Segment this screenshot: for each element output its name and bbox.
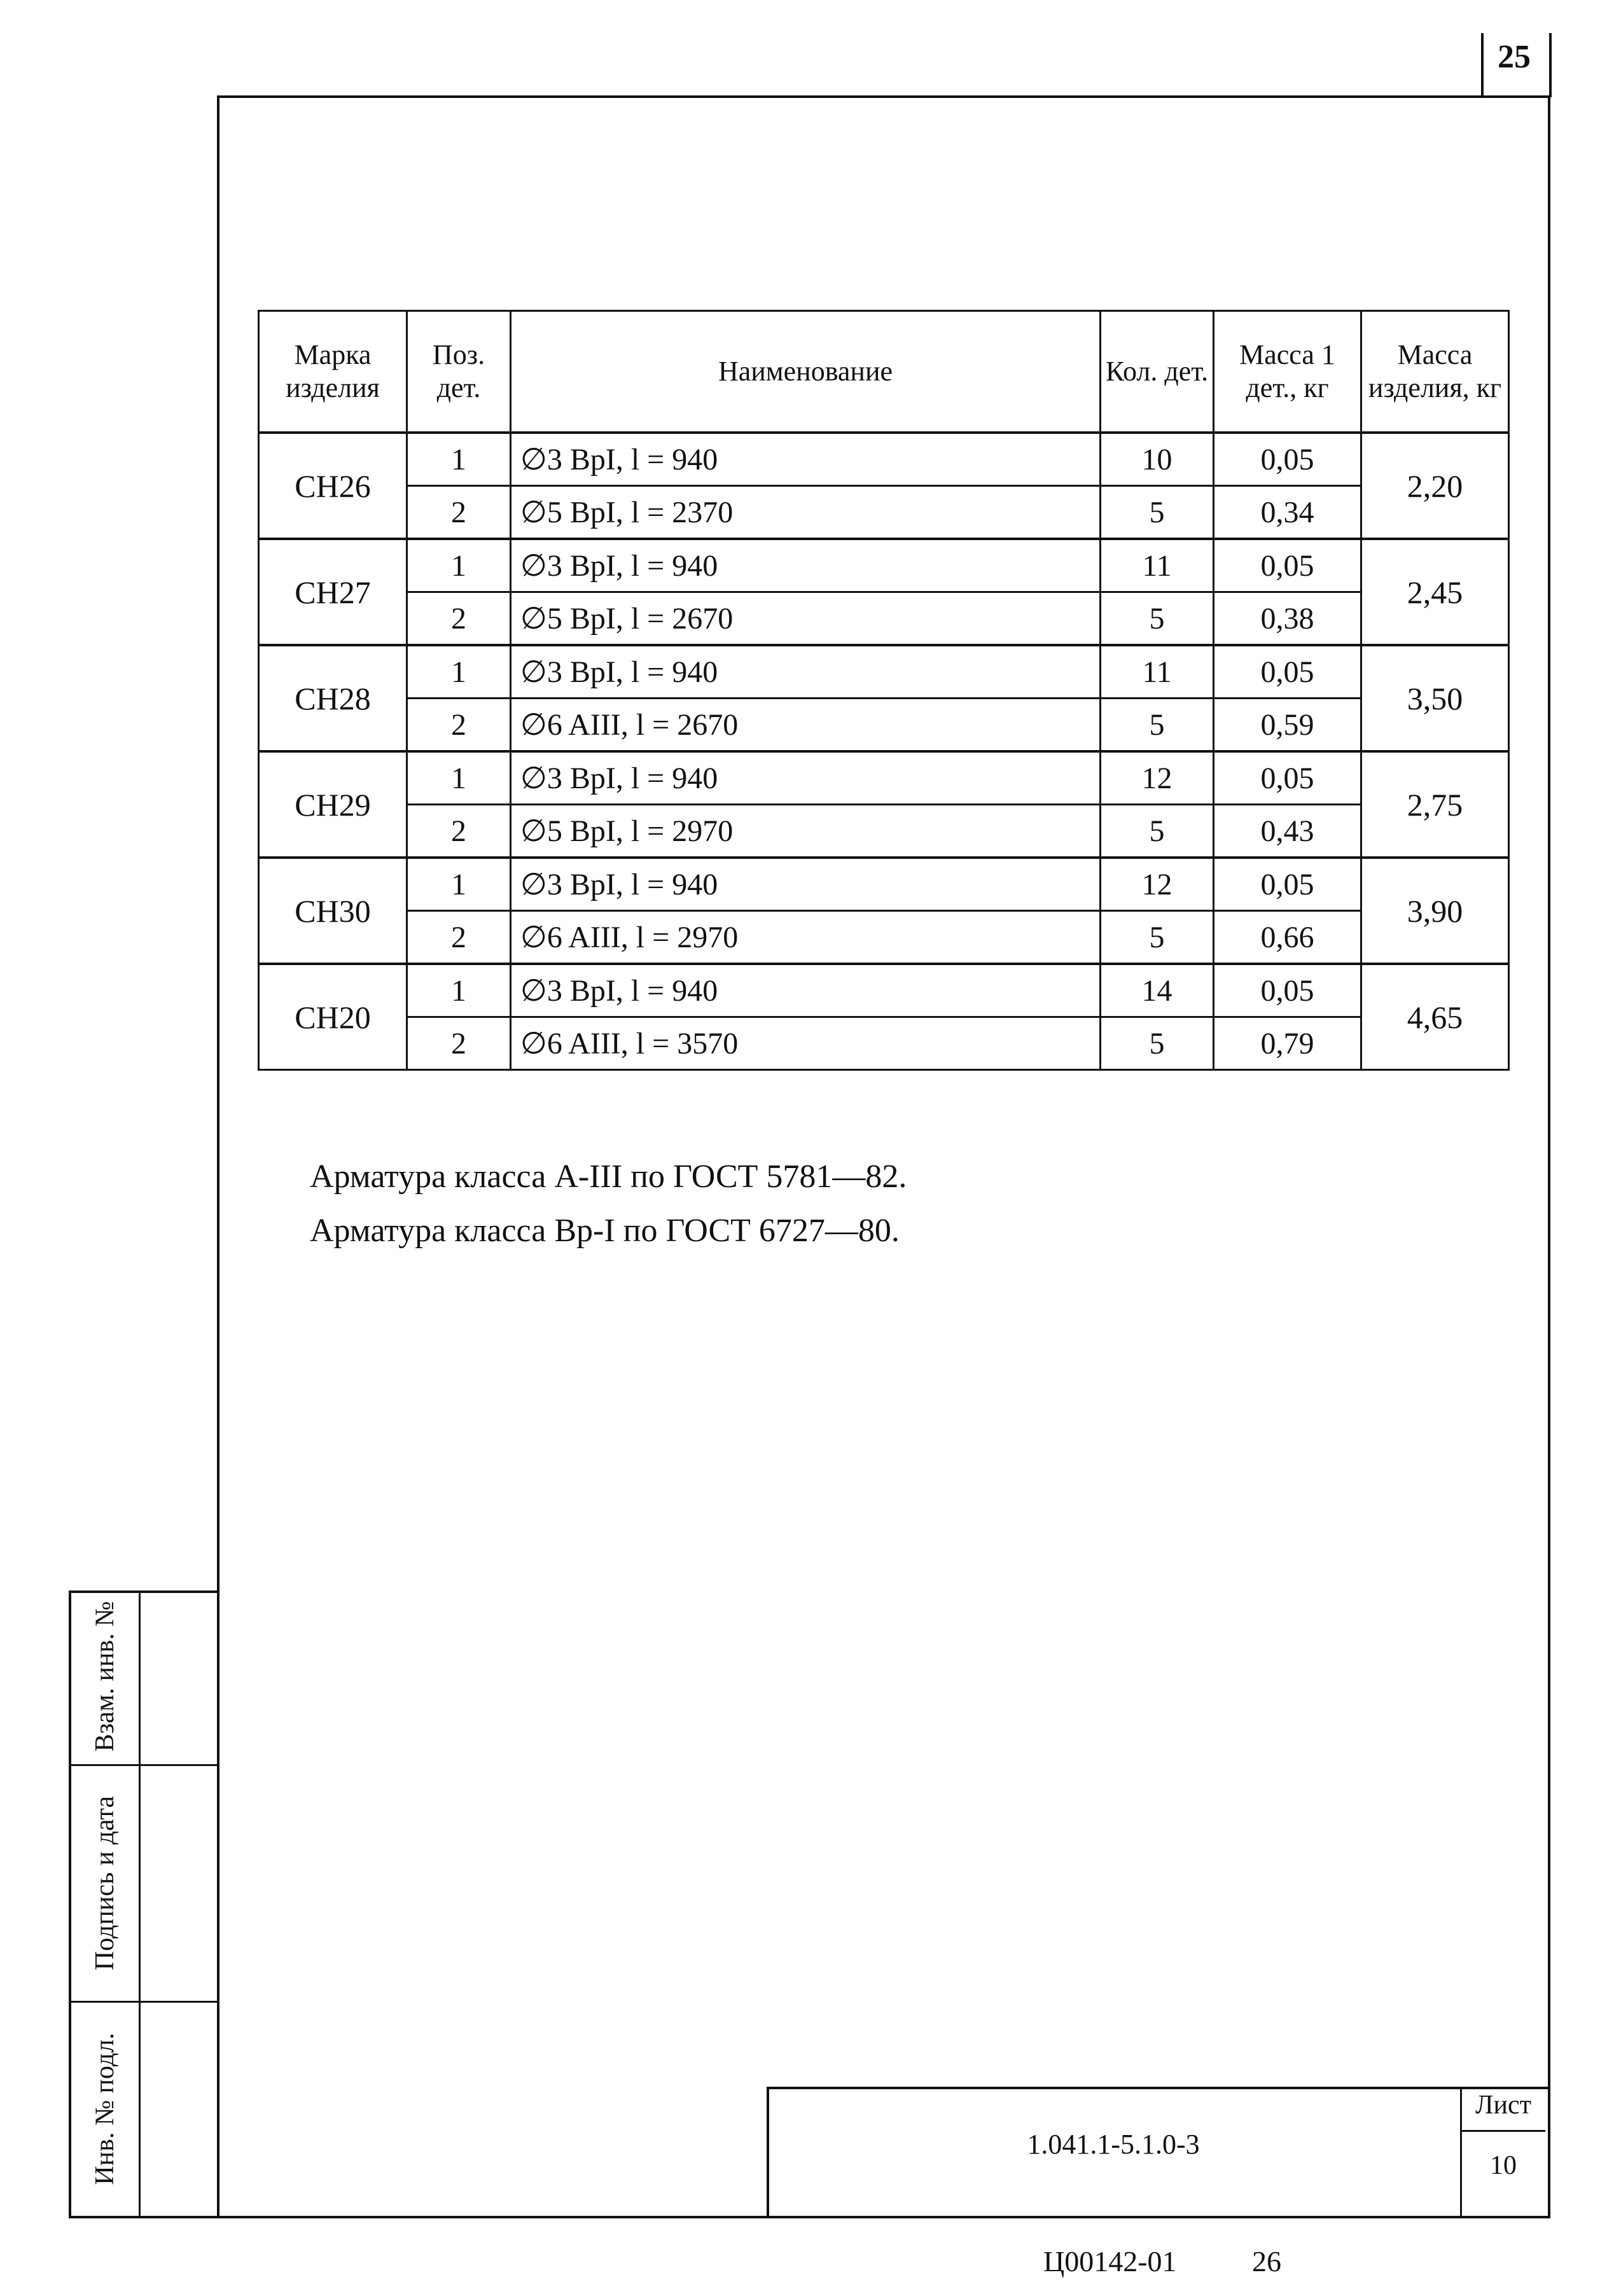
cell-qty: 12 <box>1101 751 1214 805</box>
cell-mass-one: 0,66 <box>1214 911 1361 964</box>
cell-name: ∅3 ВрI, l = 940 <box>511 433 1101 486</box>
cell-qty: 5 <box>1101 805 1214 858</box>
header-pos: Поз. дет. <box>407 311 511 433</box>
cell-qty: 14 <box>1101 964 1214 1017</box>
cell-mass-item: 2,45 <box>1361 539 1509 645</box>
footer-archive-code: Ц00142-01 <box>1043 2245 1177 2278</box>
cell-mass-one: 0,05 <box>1214 858 1361 911</box>
cell-name: ∅6 AIII, l = 2670 <box>511 699 1101 752</box>
cell-qty: 5 <box>1101 911 1214 964</box>
cell-mass-one: 0,59 <box>1214 699 1361 752</box>
stamp-label-inv-podl: Инв. № подл. <box>90 2033 120 2185</box>
cell-mass-one: 0,43 <box>1214 805 1361 858</box>
cell-name: ∅3 ВрI, l = 940 <box>511 858 1101 911</box>
title-block-sheet-divider <box>1460 2130 1545 2132</box>
cell-mass-one: 0,05 <box>1214 433 1361 486</box>
specification-table <box>258 310 1510 1071</box>
cell-pos: 2 <box>407 1017 511 1070</box>
cell-mass-one: 0,34 <box>1214 486 1361 539</box>
footer-page-number: 26 <box>1252 2245 1281 2278</box>
cell-qty: 10 <box>1101 433 1214 486</box>
cell-pos: 1 <box>407 858 511 911</box>
cell-mark: СН26 <box>259 433 407 539</box>
stamp-label-signature-date: Подпись и дата <box>90 1795 120 1971</box>
cell-mass-one: 0,38 <box>1214 592 1361 646</box>
cell-qty: 5 <box>1101 1017 1214 1070</box>
cell-qty: 5 <box>1101 699 1214 752</box>
cell-pos: 1 <box>407 433 511 486</box>
table-row <box>259 964 1509 1017</box>
cell-name: ∅3 ВрI, l = 940 <box>511 964 1101 1017</box>
note-reinforcement-bp1: Арматура класса Вр-I по ГОСТ 6727—80. <box>310 1213 900 1249</box>
cell-mark: СН28 <box>259 645 407 751</box>
cell-name: ∅3 ВрI, l = 940 <box>511 645 1101 699</box>
table-row <box>259 699 1509 752</box>
cell-mark: СН27 <box>259 539 407 645</box>
sheet-number: 10 <box>1490 2151 1517 2180</box>
cell-mass-one: 0,05 <box>1214 539 1361 592</box>
cell-pos: 1 <box>407 645 511 699</box>
cell-pos: 1 <box>407 539 511 592</box>
cell-mass-item: 2,75 <box>1361 751 1509 858</box>
table-row <box>259 645 1509 699</box>
cell-qty: 11 <box>1101 645 1214 699</box>
cell-mass-one: 0,05 <box>1214 751 1361 805</box>
table-row <box>259 486 1509 539</box>
cell-mass-item: 4,65 <box>1361 964 1509 1070</box>
cell-name: ∅6 AIII, l = 3570 <box>511 1017 1101 1070</box>
table-row <box>259 433 1509 486</box>
stamp-label-vzam-inv: Взам. инв. № <box>90 1601 120 1752</box>
cell-mass-one: 0,79 <box>1214 1017 1361 1070</box>
cell-pos: 2 <box>407 699 511 752</box>
cell-mark: СН20 <box>259 964 407 1070</box>
cell-name: ∅5 ВрI, l = 2670 <box>511 592 1101 646</box>
cell-mass-item: 2,20 <box>1361 433 1509 539</box>
table-row <box>259 1017 1509 1070</box>
cell-mass-item: 3,90 <box>1361 858 1509 964</box>
header-mass-item: Масса изделия, кг <box>1361 311 1509 433</box>
cell-pos: 1 <box>407 964 511 1017</box>
cell-mass-one: 0,05 <box>1214 645 1361 699</box>
cell-pos: 2 <box>407 486 511 539</box>
note-reinforcement-a3: Арматура класса А-III по ГОСТ 5781—82. <box>310 1158 907 1195</box>
cell-mark: СН29 <box>259 751 407 858</box>
cell-pos: 2 <box>407 911 511 964</box>
cell-name: ∅3 ВрI, l = 940 <box>511 539 1101 592</box>
cell-qty: 12 <box>1101 858 1214 911</box>
cell-mark: СН30 <box>259 858 407 964</box>
header-name: Наименование <box>511 311 1101 433</box>
table-row <box>259 911 1509 964</box>
cell-name: ∅3 ВрI, l = 940 <box>511 751 1101 805</box>
stamp-column-divider <box>139 1590 141 2216</box>
cell-qty: 5 <box>1101 486 1214 539</box>
table-row <box>259 539 1509 592</box>
cell-mass-item: 3,50 <box>1361 645 1509 751</box>
cell-name: ∅5 ВрI, l = 2370 <box>511 486 1101 539</box>
cell-qty: 5 <box>1101 592 1214 646</box>
cell-name: ∅5 ВрI, l = 2970 <box>511 805 1101 858</box>
cell-pos: 2 <box>407 592 511 646</box>
cell-pos: 1 <box>407 751 511 805</box>
header-qty: Кол. дет. <box>1101 311 1214 433</box>
table-row <box>259 751 1509 805</box>
table-header-row <box>259 311 1509 433</box>
header-mark: Марка изделия <box>259 311 407 433</box>
table-row <box>259 592 1509 646</box>
cell-mass-one: 0,05 <box>1214 964 1361 1017</box>
page-number: 25 <box>1498 39 1531 75</box>
table-row <box>259 858 1509 911</box>
document-code: 1.041.1-5.1.0-3 <box>1027 2129 1200 2160</box>
cell-qty: 11 <box>1101 539 1214 592</box>
cell-pos: 2 <box>407 805 511 858</box>
header-mass-one: Масса 1 дет., кг <box>1214 311 1361 433</box>
sheet-label: Лист <box>1475 2091 1531 2120</box>
table-row <box>259 805 1509 858</box>
cell-name: ∅6 AIII, l = 2970 <box>511 911 1101 964</box>
